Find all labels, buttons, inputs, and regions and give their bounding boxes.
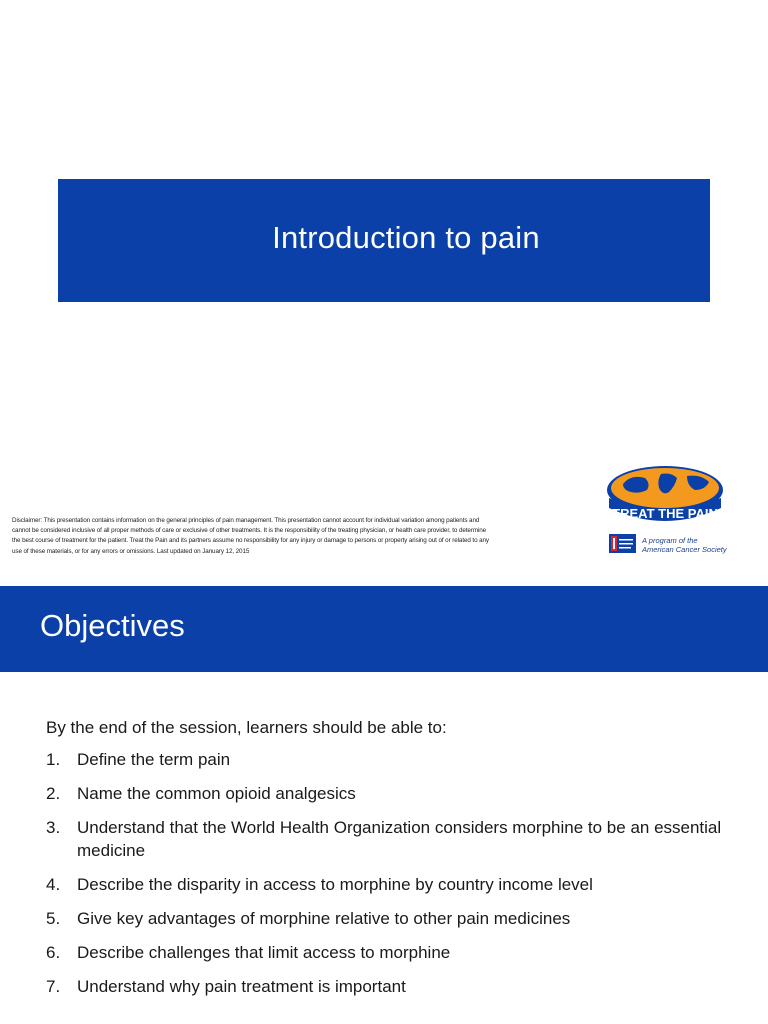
list-item-text: Give key advantages of morphine relative to other pain medicines <box>77 909 571 928</box>
list-item-text: Describe the disparity in access to morphine by country income level <box>77 875 593 894</box>
list-item-number: 2. <box>46 784 61 803</box>
logo-wordmark: TREAT THE PAIN <box>612 506 718 521</box>
acs-badge-icon <box>609 534 636 553</box>
objectives-list <box>46 748 746 998</box>
objectives-intro: By the end of the session, learners should be able to: <box>46 718 447 737</box>
acs-program-line-2: American Cancer Society <box>642 545 727 554</box>
list-item-number: 4. <box>46 875 61 894</box>
list-item-number: 6. <box>46 943 61 962</box>
objectives-header <box>0 586 768 672</box>
list-item-text: Define the term pain <box>77 750 231 769</box>
objectives-content <box>46 716 746 1009</box>
list-item-text: Understand why pain treatment is important <box>77 977 406 996</box>
title-banner <box>58 179 710 302</box>
list-item <box>46 975 746 998</box>
list-item-number: 3. <box>46 818 61 837</box>
objectives-title: Objectives <box>40 608 185 643</box>
slide-title: Introduction to pain <box>272 219 540 255</box>
list-item <box>46 748 746 771</box>
list-item-number: 5. <box>46 909 61 928</box>
list-item-number: 7. <box>46 977 61 996</box>
list-item <box>46 816 746 862</box>
list-item <box>46 941 746 964</box>
acs-program-text <box>642 536 732 554</box>
list-item-text: Name the common opioid analgesics <box>77 784 356 803</box>
list-item <box>46 907 746 930</box>
acs-program-line-1: A program of the <box>642 536 698 545</box>
disclaimer-text: Disclaimer: This presentation contains information on the general principles of pain management. This presentation cannot account for individual variation among patients and cannot be considered inclusive of all proper methods of care or exclusive of other treatments. It is the responsibility of the treating physician, or health care provider, to determine the best course of treatment for the patient. Treat the Pain and its partners assume no responsibility for any injury or damage to persons or property arising out of or related to any use of these materials, or for any errors or omissions. Last updated on January 12, 2015 <box>12 517 489 555</box>
list-item-text: Understand that the World Health Organization considers morphine to be an essential medicine <box>77 818 722 860</box>
list-item-text: Describe challenges that limit access to morphine <box>77 943 451 962</box>
list-item <box>46 873 746 896</box>
list-item <box>46 782 746 805</box>
list-item-number: 1. <box>46 750 61 769</box>
